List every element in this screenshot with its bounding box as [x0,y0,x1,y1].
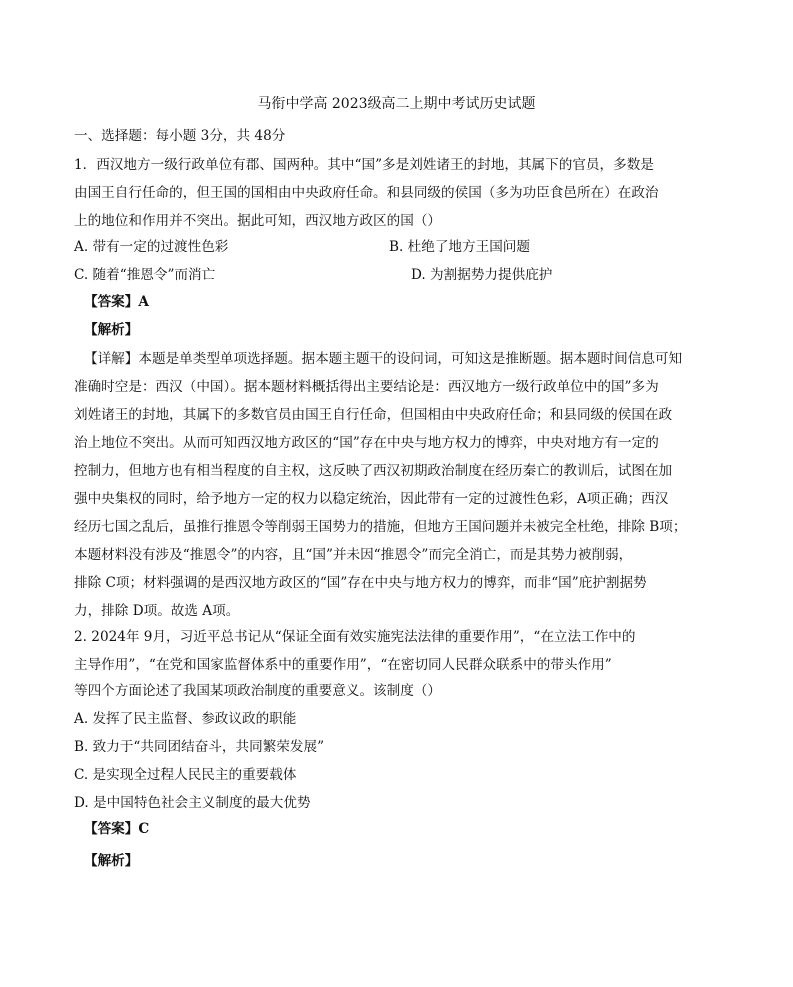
q1-detail-line-6: 强中央集权的同时，给予地方一定的权力以稳定统治，因此带有一定的过渡性色彩，A项正确；西汉 [74,491,669,507]
q1-option-c: C. 随着“推恩令”而消亡 [74,267,216,283]
q1-detail-line-8: 本题材料没有涉及“推恩令”的内容，且“国”并未因“推恩令”而完全消亡，而是其势力被削弱， [74,547,633,563]
q2-stem-line-2: 主导作用”，“在党和国家监督体系中的重要作用”，“在密切同人民群众联系中的带头作用” [74,657,612,673]
q1-detail-line-1: 【详解】本题是单类型单项选择题。据本题主题干的设问词，可知这是推断题。据本题时间信息可知 [84,351,683,367]
q2-option-c: C. 是实现全过程人民民主的重要载体 [74,767,297,783]
q2-option-b: B. 致力于“共同团结奋斗，共同繁荣发展” [74,739,325,755]
q1-analysis-label: 【解析】 [84,322,139,338]
q2-option-d: D. 是中国特色社会主义制度的最大优势 [74,795,311,811]
page-title: 马衔中学高 2023级高二上期中考试历史试题 [257,96,536,112]
q1-detail-line-2: 准确时空是：西汉（中国）。据本题材料概括得出主要结论是：西汉地方一级行政单位中的国”多为 [74,379,659,395]
section-heading: 一、选择题：每小题 3分，共 48分 [74,128,286,144]
q1-option-a: A. 带有一定的过渡性色彩 [74,239,229,255]
q2-stem-line-3: 等四个方面论述了我国某项政治制度的重要意义。该制度（） [74,683,442,699]
q1-detail-line-5: 控制力，但地方也有相当程度的自主权，这反映了西汉初期政治制度在经历秦亡的教训后，试图在加 [74,463,673,479]
q2-answer-label: 【答案】C [84,821,150,837]
q1-detail-line-7: 经历七国之乱后，虽推行推恩令等削弱王国势力的措施，但地方王国问题并未被完全杜绝，排除 B项； [74,519,687,535]
q1-detail-line-3: 刘姓诸王的封地，其属下的多数官员由国王自行任命，但国相由中央政府任命；和县同级的侯国在政 [74,407,673,423]
q1-detail-line-10: 力，排除 D项。故选 A项。 [74,603,240,619]
q1-option-b: B. 杜绝了地方王国问题 [389,239,530,255]
q1-stem-line-2: 由国王自行任命的，但王国的国相由中央政府任命。和县同级的侯国（多为功臣食邑所在）在政治 [74,185,659,201]
q2-analysis-label: 【解析】 [84,853,139,869]
q1-answer-label: 【答案】A [84,294,149,310]
q1-stem-line-3: 上的地位和作用并不突出。据此可知，西汉地方政区的国（） [74,213,442,229]
q1-stem-line-1: 1．西汉地方一级行政单位有郡、国两种。其中“国”多是刘姓诸王的封地，其属下的官员，多数是 [74,157,654,173]
q1-detail-line-4: 治上地位不突出。从而可知西汉地方政区的“国”存在中央与地方权力的博弈，中央对地方有一定的 [74,435,659,451]
q1-option-d: D. 为割据势力提供庇护 [411,267,553,283]
q2-stem-line-1: 2. 2024年 9月，习近平总书记从“保证全面有效实施宪法法律的重要作用”，“在立法工作中的 [74,629,636,645]
q2-option-a: A. 发挥了民主监督、参政议政的职能 [74,711,297,727]
q1-detail-line-9: 排除 C项；材料强调的是西汉地方政区的“国”存在中央与地方权力的博弈，而非“国”庇护割据势 [74,575,647,591]
